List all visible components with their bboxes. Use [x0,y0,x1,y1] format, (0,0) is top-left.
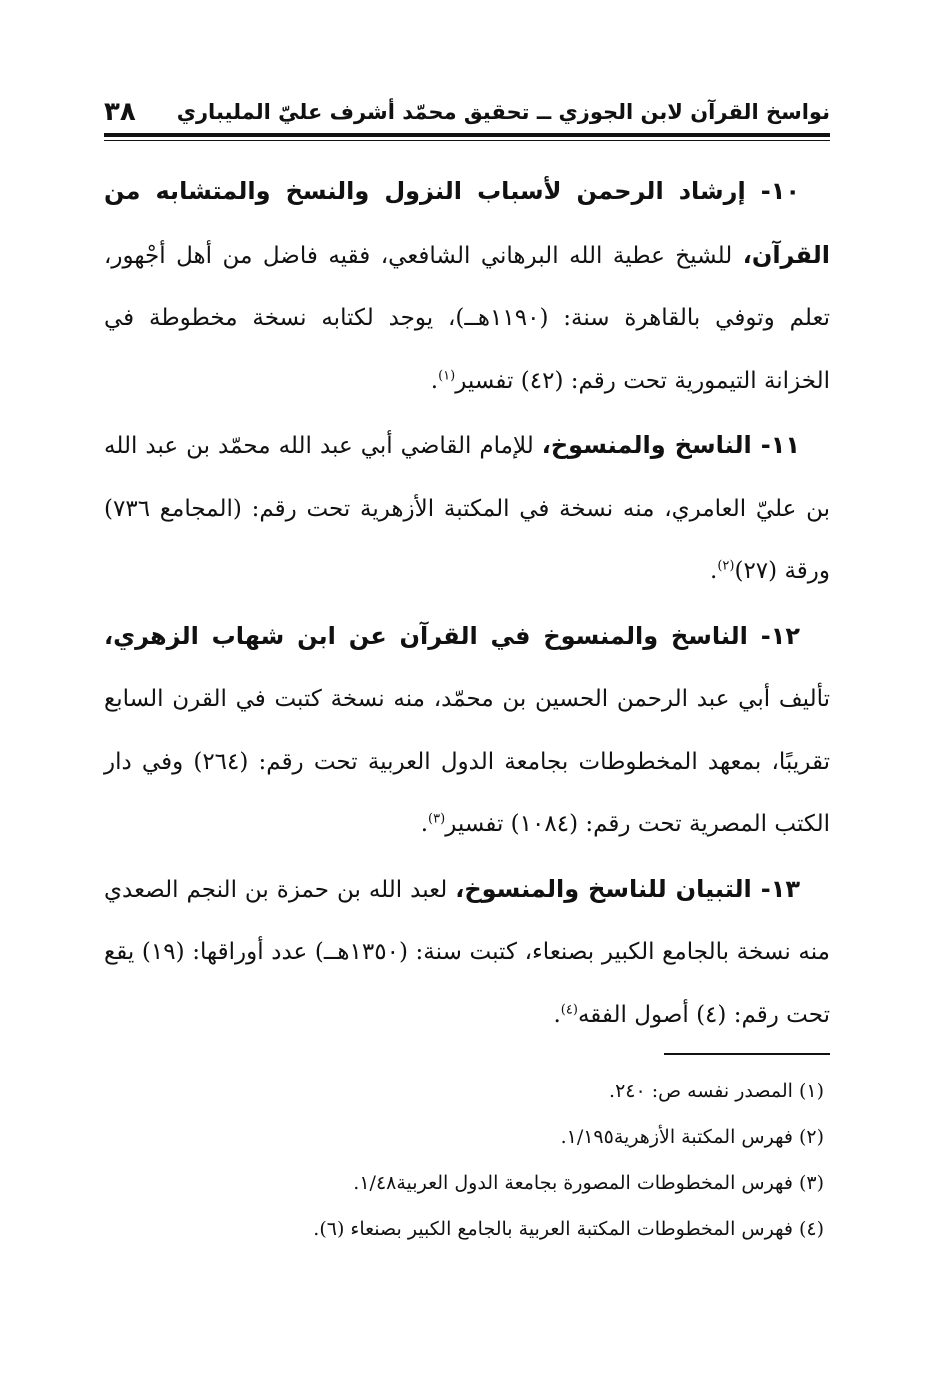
entry-title: ١٣- التبيان للناسخ والمنسوخ، [455,874,801,903]
footnote-3: (٣) فهرس المخطوطات المصورة بجامعة الدول العربية١/٤٨. [353,1172,824,1194]
footnote-ref: (٢) [717,558,735,574]
entry-end: . [710,558,718,584]
entry-end: . [430,367,439,394]
footnote-ref: (١) [438,367,456,383]
footnotes [104,1068,830,1252]
entry-title: ١٢- الناسخ والمنسوخ في القرآن عن ابن شهاب الزهري، [104,621,800,650]
page-number: ٣٨ [104,97,136,127]
entry-text: للشيخ عطية الله البرهاني الشافعي، فقيه فاضل من أهل أجْهور، تعلم وتوفي بالقاهرة سنة: (١١٩٠هــ)، يوجد لكتابه نسخة مخطوطة في الخزانة التيمورية تحت رقم: (٤٢) تفسير [104,242,830,394]
main-text [104,160,830,1048]
footnote-ref: (٣) [428,811,446,827]
entry-text: لعبد الله بن حمزة بن النجم الصعدي منه نسخة بالجامع الكبير بصنعاء، كتبت سنة: (١٣٥٠هــ) عدد أوراقها: (١٩) يقع تحت رقم: (٤) أصول الفقه [104,876,830,1028]
header-title: نواسخ القرآن لابن الجوزي ــ تحقيق محمّد أشرف عليّ المليباري [176,100,830,124]
entry-text: للإمام القاضي أبي عبد الله محمّد بن عبد الله بن عليّ العامري، منه نسخة في المكتبة الأزهرية تحت رقم: (المجامع ٧٣٦) ورقة (٢٧) [104,433,830,584]
footnote-ref: (٤) [560,1001,578,1017]
entry-11 [104,414,830,603]
footnote-2: (٢) فهرس المكتبة الأزهرية١/١٩٥. [560,1126,824,1148]
entry-end: . [553,1001,561,1028]
header-rule-thin [104,140,830,141]
entry-10 [104,160,830,412]
entry-text: تأليف أبي عبد الرحمن الحسين بن محمّد، منه نسخة كتبت في القرن السابع تقريبًا، بمعهد المخطوطات بجامعة الدول العربية تحت رقم: (٢٦٤) وفي دار الكتب المصرية تحت رقم: (١٠٨٤) تفسير [104,686,830,837]
entry-13 [104,858,830,1047]
footnote-4: (٤) فهرس المخطوطات المكتبة العربية بالجامع الكبير بصنعاء (٦). [313,1218,824,1240]
footnote-separator [664,1053,830,1055]
running-header [104,92,830,132]
entry-12 [104,605,830,856]
entry-title: ١٠- إرشاد الرحمن لأسباب النزول والنسخ والمتشابه من القرآن، [104,177,830,269]
footnote-1: (١) المصدر نفسه ص: ٢٤٠. [609,1080,824,1102]
header-rule-thick [104,133,830,137]
entry-title: ١١- الناسخ والمنسوخ، [541,431,800,459]
entry-end: . [420,811,429,837]
